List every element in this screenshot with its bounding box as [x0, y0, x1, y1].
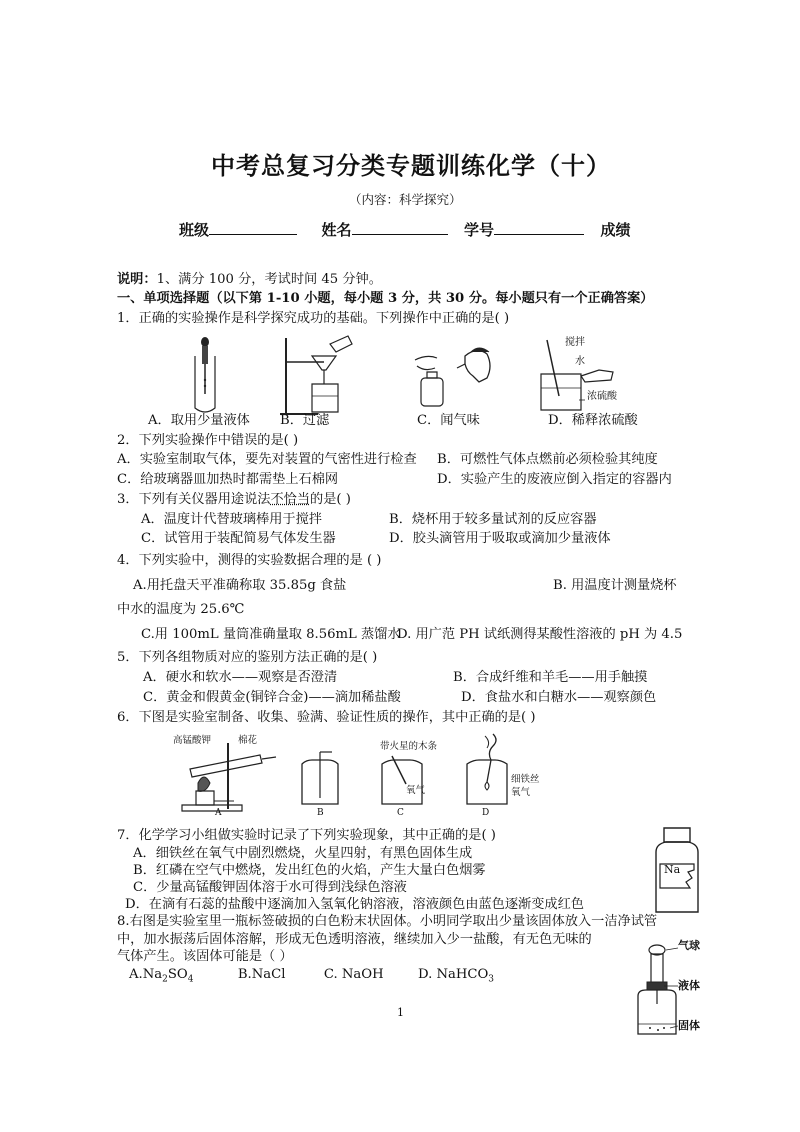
section-title: 一、单项选择题	[117, 291, 210, 306]
q8-label-solid: 固体	[678, 1019, 700, 1032]
q3-option-c: C．试管用于装配简易气体发生器	[141, 531, 336, 546]
q6-figure-b-jar	[298, 752, 343, 807]
q3-option-a: A．温度计代替玻璃棒用于搅拌	[141, 512, 322, 527]
q8-option-c: C. NaOH	[323, 967, 384, 982]
q6-label-ember: 带火星的木条	[380, 741, 438, 752]
q6-label-oxygen-d: 氧气	[511, 787, 531, 798]
student-info-row	[179, 220, 630, 239]
q1-figure-label-stir: 搅拌	[565, 337, 585, 348]
q3-stem-after: 的是( )	[310, 492, 351, 507]
q3-stem	[117, 491, 351, 509]
page-number: 1	[397, 1006, 404, 1019]
q4-option-a: A.用托盘天平准确称取 35.85g 食盐	[133, 578, 347, 593]
number-label: 学号	[463, 221, 494, 239]
note-label: 说明：	[117, 272, 157, 287]
number-blank	[494, 220, 584, 235]
q8-line3: 气体产生。该固体可能是（ ）	[117, 949, 293, 964]
q6-label-b: B	[317, 808, 324, 818]
q6-figure-a-apparatus	[170, 735, 280, 815]
q1-option-b: B．过滤	[280, 413, 330, 428]
q7-option-d: D．在滴有石蕊的盐酸中逐滴加入氢氧化钠溶液，溶液颜色由蓝色逐渐变成红色	[125, 897, 584, 912]
q8-option-b: B.NaCl	[237, 967, 286, 982]
q2-option-d: D．实验产生的废液应倒入指定的容器内	[437, 472, 672, 487]
q4-option-b-part2: 中水的温度为 25.6℃	[117, 602, 245, 617]
q8-option-d: D. NaHCO$_3$	[417, 967, 495, 985]
q3-stem-marked: 不恰当	[270, 492, 311, 507]
q4-option-d: D. 用广范 PH 试纸测得某酸性溶液的 pH 为 4.5	[397, 627, 683, 642]
q4-stem: 4．下列实验中，测得的实验数据合理的是 ( )	[117, 553, 382, 568]
q6-stem: 6．下图是实验室制备、收集、验满、验证性质的操作，其中正确的是( )	[117, 710, 536, 725]
bottle-label-na: Na	[664, 863, 681, 876]
q8-options	[129, 966, 494, 989]
class-label: 班级	[179, 221, 210, 239]
q6-label-wire: 细铁丝	[511, 774, 540, 785]
q2-option-a: A．实验室制取气体，要先对装置的气密性进行检查	[117, 452, 417, 467]
name-blank	[352, 220, 448, 235]
q8-line1: 8.右图是实验室里一瓶标签破损的白色粉末状固体。小明同学取出少量该固体放入一洁净试管	[117, 914, 658, 929]
section-detail: （以下第 1-10 小题，每小题 3 分，共 30 分。每小题只有一个正确答案）	[209, 291, 654, 306]
name-label: 姓名	[321, 221, 352, 239]
q8-label-liquid: 液体	[678, 979, 700, 992]
q1-figure-c-smelling	[407, 342, 497, 408]
q4-option-c: C.用 100mL 量筒准确量取 8.56mL 蒸馏水	[141, 627, 401, 642]
q3-option-d: D．胶头滴管用于吸取或滴加少量液体	[389, 531, 611, 546]
q1-figure-label-water: 水	[575, 356, 585, 367]
q1-figure-a-dropper	[185, 336, 225, 416]
exam-note	[117, 271, 382, 289]
q5-option-c: C．黄金和假黄金(铜锌合金)——滴加稀盐酸	[143, 690, 401, 705]
q3-option-b: B．烧杯用于较多量试剂的反应容器	[389, 512, 597, 527]
q2-option-c: C．给玻璃器皿加热时都需垫上石棉网	[117, 472, 339, 487]
q1-stem: 1．正确的实验操作是科学探究成功的基础。下列操作中正确的是( )	[117, 311, 510, 326]
q5-stem: 5．下列各组物质对应的鉴别方法正确的是( )	[117, 650, 378, 665]
q3-stem-before: 3．下列有关仪器用途说法	[117, 492, 271, 507]
q2-stem: 2．下列实验操作中错误的是( )	[117, 433, 299, 448]
q6-label-oxygen-c: 氧气	[406, 785, 426, 796]
page-title: 中考总复习分类专题训练化学（十）	[211, 152, 611, 180]
q1-option-c: C．闻气味	[417, 413, 480, 428]
q7-option-a: A．细铁丝在氧气中剧烈燃烧，火星四射，有黑色固体生成	[133, 846, 473, 861]
q6-label-cotton: 棉花	[238, 735, 258, 746]
class-blank	[209, 220, 297, 235]
q6-figure-c-jar	[378, 752, 426, 807]
q8-label-balloon: 气球	[678, 939, 700, 952]
section-heading	[117, 290, 653, 308]
q6-label-c: C	[397, 808, 404, 818]
q7-stem: 7．化学学习小组做实验时记录了下列实验现象，其中正确的是( )	[117, 828, 496, 843]
q2-option-b: B．可燃性气体点燃前必须检验其纯度	[437, 452, 658, 467]
q6-label-d: D	[482, 808, 490, 818]
q7-option-b: B．红磷在空气中燃烧，发出红色的火焰，产生大量白色烟雾	[133, 863, 486, 878]
q5-option-d: D．食盐水和白糖水——观察颜色	[461, 690, 657, 705]
q1-option-a: A．取用少量液体	[148, 413, 250, 428]
q4-option-b-part1: B. 用温度计测量烧杯	[553, 578, 677, 593]
q1-figure-label-acid: 浓硫酸	[587, 391, 617, 402]
q7-option-c: C．少量高锰酸钾固体溶于水可得到浅绿色溶液	[133, 880, 407, 895]
q8-option-a: $A.Na_2SO_4$	[129, 967, 194, 985]
q6-figure-d-jar	[463, 732, 518, 807]
note-text: 1、满分 100 分，考试时间 45 分钟。	[156, 272, 382, 287]
q6-label-a: A	[215, 808, 222, 818]
q5-option-a: A．硬水和软水——观察是否澄清	[143, 670, 338, 685]
q1-figure-b-filtration	[278, 336, 353, 416]
q1-option-d: D．稀释浓硫酸	[548, 413, 638, 428]
subtitle: （内容：科学探究）	[349, 192, 462, 207]
q8-line2: 中，加水振荡后固体溶解，形成无色透明溶液，继续加入少一盐酸，有无色无味的	[117, 932, 592, 947]
score-label: 成绩	[600, 221, 631, 239]
q6-label-kmno4: 高锰酸钾	[173, 735, 212, 746]
q5-option-b: B．合成纤维和羊毛——用手触摸	[453, 670, 648, 685]
